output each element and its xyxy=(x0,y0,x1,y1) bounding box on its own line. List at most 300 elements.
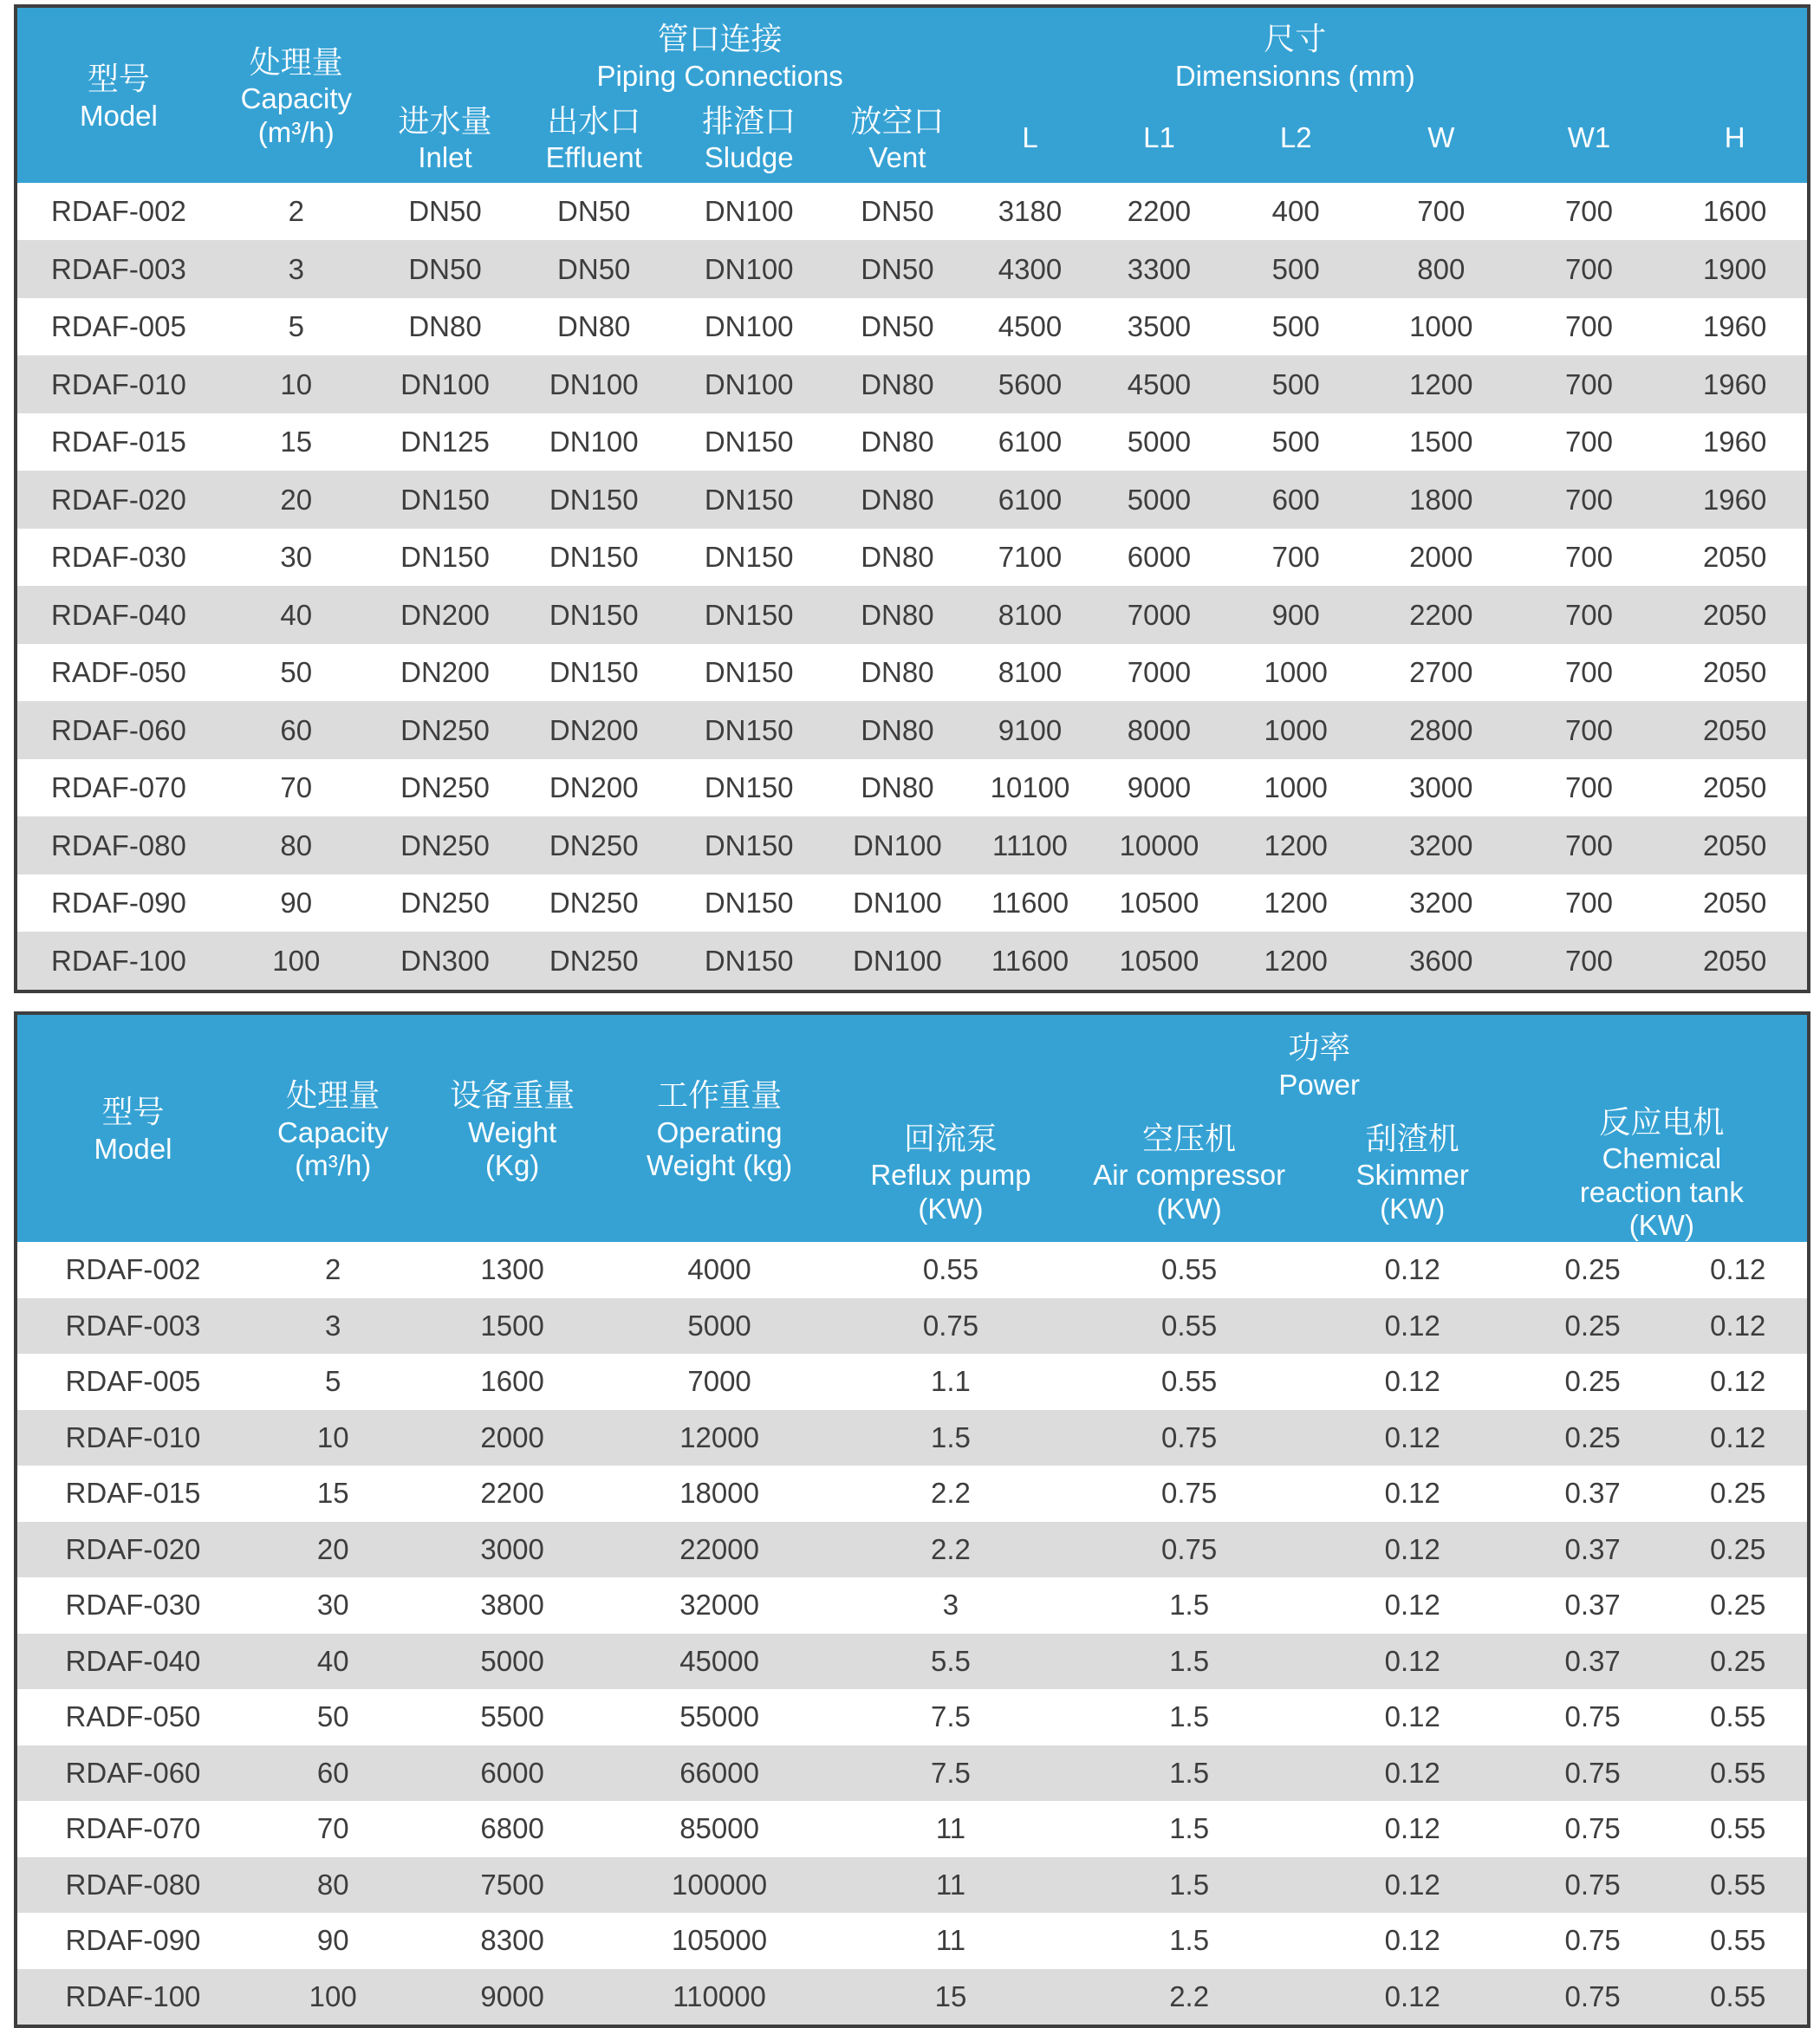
col-header-chemical-reaction-tank-en1: Chemical xyxy=(1602,1142,1722,1175)
cell: DN100 xyxy=(670,183,828,241)
cell: 2050 xyxy=(1662,759,1809,817)
cell: RDAF-010 xyxy=(16,355,220,413)
cell: 2200 xyxy=(1367,586,1516,644)
cell: 0.25 xyxy=(1517,1410,1669,1466)
cell: 0.12 xyxy=(1309,1242,1517,1298)
cell: RADF-050 xyxy=(16,1689,249,1745)
cell: 105000 xyxy=(608,1913,832,1969)
cell: DN80 xyxy=(373,298,518,356)
col-header-capacity2-en: Capacity xyxy=(277,1115,389,1148)
cell: 700 xyxy=(1516,471,1663,529)
cell: 2050 xyxy=(1662,932,1809,991)
cell: 700 xyxy=(1516,355,1663,413)
cell: 0.55 xyxy=(1669,1745,1809,1802)
table-row xyxy=(16,529,1809,587)
cell: DN150 xyxy=(670,701,828,759)
cell: 45000 xyxy=(608,1634,832,1690)
cell: 0.12 xyxy=(1669,1298,1809,1355)
cell: 4500 xyxy=(967,298,1094,356)
cell: DN150 xyxy=(517,644,670,702)
cell: 0.37 xyxy=(1517,1522,1669,1578)
cell: 0.55 xyxy=(831,1242,1069,1298)
col-header-W: W xyxy=(1367,93,1516,183)
cell: 2 xyxy=(220,183,373,241)
cell: 1600 xyxy=(1662,183,1809,241)
cell: 700 xyxy=(1516,701,1663,759)
cell: 700 xyxy=(1516,586,1663,644)
col-header-L1: L1 xyxy=(1093,93,1225,183)
cell: RDAF-080 xyxy=(16,816,220,874)
table2-header xyxy=(16,1013,1809,1242)
table-row xyxy=(16,1466,1809,1522)
col-header-reflux-pump-en: Reflux pump xyxy=(870,1159,1031,1192)
table-row xyxy=(16,1745,1809,1802)
cell: 1.5 xyxy=(1070,1913,1309,1969)
cell: 9100 xyxy=(967,701,1094,759)
cell: RDAF-090 xyxy=(16,1913,249,1969)
table-row xyxy=(16,1634,1809,1690)
cell: 6100 xyxy=(967,413,1094,471)
table-row xyxy=(16,759,1809,817)
col-header-model xyxy=(16,6,220,183)
cell: 7000 xyxy=(1093,586,1225,644)
cell: DN150 xyxy=(670,644,828,702)
cell: 0.75 xyxy=(1070,1522,1309,1578)
cell: 11600 xyxy=(967,932,1094,991)
cell: 2.2 xyxy=(831,1522,1069,1578)
cell: 3000 xyxy=(1367,759,1516,817)
cell: 3 xyxy=(249,1298,417,1355)
col-header-capacity-unit: (m³/h) xyxy=(257,115,335,148)
cell: 0.12 xyxy=(1669,1242,1809,1298)
cell: 0.12 xyxy=(1309,1969,1517,2027)
cell: 55000 xyxy=(608,1689,832,1745)
cell: 20 xyxy=(220,471,373,529)
cell: 3180 xyxy=(967,183,1094,241)
cell: 0.25 xyxy=(1669,1466,1809,1522)
cell: DN100 xyxy=(517,355,670,413)
cell: DN150 xyxy=(670,529,828,587)
cell: 0.12 xyxy=(1309,1410,1517,1466)
cell: 2800 xyxy=(1367,701,1516,759)
col-header-reflux-pump-zh: 回流泵 xyxy=(903,1120,998,1156)
cell: 11100 xyxy=(967,816,1094,874)
cell: 6800 xyxy=(417,1801,607,1857)
cell: 500 xyxy=(1225,413,1366,471)
cell: DN150 xyxy=(670,471,828,529)
cell: 7100 xyxy=(967,529,1094,587)
col-header-skimmer-en: Skimmer xyxy=(1355,1159,1469,1192)
cell: 18000 xyxy=(608,1466,832,1522)
col-header-model2-zh: 型号 xyxy=(101,1094,165,1130)
cell: 5.5 xyxy=(831,1634,1069,1690)
cell: 50 xyxy=(249,1689,417,1745)
group-header-power xyxy=(831,1013,1809,1102)
cell: 0.75 xyxy=(1517,1857,1669,1914)
cell: RDAF-070 xyxy=(16,1801,249,1857)
cell: 800 xyxy=(1367,240,1516,298)
cell: 40 xyxy=(249,1634,417,1690)
cell: RDAF-005 xyxy=(16,298,220,356)
group-header-power-zh: 功率 xyxy=(1288,1030,1351,1065)
cell: 1000 xyxy=(1367,298,1516,356)
cell: 2 xyxy=(249,1242,417,1298)
cell: 700 xyxy=(1516,529,1663,587)
cell: 2050 xyxy=(1662,586,1809,644)
cell: DN50 xyxy=(828,298,966,356)
cell: 2050 xyxy=(1662,816,1809,874)
cell: 3 xyxy=(831,1577,1069,1634)
col-header-weight xyxy=(417,1013,607,1242)
cell: 1.1 xyxy=(831,1354,1069,1410)
col-header-weight-unit: (Kg) xyxy=(484,1148,540,1181)
cell: 0.75 xyxy=(831,1298,1069,1355)
cell: RDAF-030 xyxy=(16,529,220,587)
cell: 1960 xyxy=(1662,355,1809,413)
cell: 20 xyxy=(249,1522,417,1578)
cell: RDAF-020 xyxy=(16,471,220,529)
cell: RDAF-002 xyxy=(16,183,220,241)
cell: RDAF-003 xyxy=(16,1298,249,1355)
table2-body xyxy=(16,1242,1809,2026)
cell: DN80 xyxy=(828,471,966,529)
cell: 700 xyxy=(1516,413,1663,471)
cell: DN250 xyxy=(517,932,670,991)
cell: 1500 xyxy=(417,1298,607,1355)
col-header-vent xyxy=(828,93,966,183)
cell: DN50 xyxy=(828,240,966,298)
cell: DN150 xyxy=(670,413,828,471)
cell: 66000 xyxy=(608,1745,832,1802)
table-row xyxy=(16,1298,1809,1355)
cell: 10500 xyxy=(1093,932,1225,991)
cell: DN150 xyxy=(373,471,518,529)
cell: 0.12 xyxy=(1309,1857,1517,1914)
cell: 80 xyxy=(249,1857,417,1914)
table-row xyxy=(16,816,1809,874)
table-row xyxy=(16,1857,1809,1914)
cell: 700 xyxy=(1516,183,1663,241)
cell: RDAF-015 xyxy=(16,413,220,471)
cell: 50 xyxy=(220,644,373,702)
cell: RDAF-020 xyxy=(16,1522,249,1578)
cell: 11600 xyxy=(967,874,1094,933)
cell: 80 xyxy=(220,816,373,874)
cell: 0.25 xyxy=(1517,1354,1669,1410)
cell: 1200 xyxy=(1367,355,1516,413)
cell: 0.12 xyxy=(1309,1354,1517,1410)
cell: DN100 xyxy=(670,355,828,413)
cell: DN300 xyxy=(373,932,518,991)
cell: 0.12 xyxy=(1669,1410,1809,1466)
group-header-dimensions xyxy=(967,6,1809,93)
cell: 0.25 xyxy=(1669,1577,1809,1634)
cell: DN150 xyxy=(517,586,670,644)
cell: DN150 xyxy=(373,529,518,587)
col-header-sludge xyxy=(670,93,828,183)
cell: 900 xyxy=(1225,586,1366,644)
cell: 5000 xyxy=(1093,471,1225,529)
cell: 1800 xyxy=(1367,471,1516,529)
col-header-inlet-en: Inlet xyxy=(418,141,472,174)
col-header-air-compressor-zh: 空压机 xyxy=(1142,1120,1237,1156)
cell: RDAF-100 xyxy=(16,1969,249,2027)
cell: DN100 xyxy=(828,932,966,991)
col-header-L2: L2 xyxy=(1225,93,1366,183)
col-header-effluent-zh: 出水口 xyxy=(547,102,641,139)
col-header-L: L xyxy=(967,93,1094,183)
cell: 0.75 xyxy=(1070,1410,1309,1466)
cell: 60 xyxy=(220,701,373,759)
cell: 110000 xyxy=(608,1969,832,2027)
cell: 2050 xyxy=(1662,701,1809,759)
cell: DN200 xyxy=(373,644,518,702)
cell: 11 xyxy=(831,1857,1069,1914)
col-header-weight-en: Weight xyxy=(468,1115,557,1148)
table-row xyxy=(16,355,1809,413)
cell: 3000 xyxy=(417,1522,607,1578)
cell: 0.12 xyxy=(1309,1522,1517,1578)
cell: 0.12 xyxy=(1309,1466,1517,1522)
col-header-inlet xyxy=(373,93,518,183)
cell: 1960 xyxy=(1662,298,1809,356)
col-header-air-compressor-unit: (KW) xyxy=(1156,1192,1222,1225)
table-row xyxy=(16,1577,1809,1634)
cell: 1000 xyxy=(1225,644,1366,702)
cell: RDAF-005 xyxy=(16,1354,249,1410)
cell: 1000 xyxy=(1225,759,1366,817)
cell: 0.12 xyxy=(1309,1689,1517,1745)
cell: 10500 xyxy=(1093,874,1225,933)
cell: 5000 xyxy=(417,1634,607,1690)
col-header-effluent-en: Effluent xyxy=(545,141,642,174)
cell: 1.5 xyxy=(831,1410,1069,1466)
cell: 0.25 xyxy=(1669,1634,1809,1690)
cell: 2050 xyxy=(1662,644,1809,702)
cell: 0.25 xyxy=(1517,1298,1669,1355)
cell: 90 xyxy=(249,1913,417,1969)
cell: 7.5 xyxy=(831,1745,1069,1802)
cell: 7000 xyxy=(1093,644,1225,702)
table-row xyxy=(16,240,1809,298)
table1-header xyxy=(16,6,1809,183)
table1-body xyxy=(16,183,1809,991)
cell: 15 xyxy=(220,413,373,471)
group-header-piping-zh: 管口连接 xyxy=(657,21,783,56)
group-header-dimensions-en: Dimensionns (mm) xyxy=(1174,59,1415,92)
cell: 1300 xyxy=(417,1242,607,1298)
cell: DN250 xyxy=(373,759,518,817)
group-header-dimensions-zh: 尺寸 xyxy=(1264,21,1327,56)
cell: 5000 xyxy=(608,1298,832,1355)
cell: DN80 xyxy=(828,529,966,587)
cell: 0.55 xyxy=(1669,1913,1809,1969)
cell: 2050 xyxy=(1662,874,1809,933)
cell: 15 xyxy=(249,1466,417,1522)
cell: 0.75 xyxy=(1517,1969,1669,2027)
cell: 1.5 xyxy=(1070,1745,1309,1802)
cell: 30 xyxy=(220,529,373,587)
cell: 2000 xyxy=(417,1410,607,1466)
cell: 0.55 xyxy=(1070,1242,1309,1298)
cell: 0.25 xyxy=(1669,1522,1809,1578)
cell: DN150 xyxy=(670,759,828,817)
cell: DN80 xyxy=(828,586,966,644)
cell: 11 xyxy=(831,1913,1069,1969)
col-header-chemical-reaction-tank xyxy=(1517,1102,1809,1242)
cell: 400 xyxy=(1225,183,1366,241)
col-header-model-en: Model xyxy=(79,99,158,132)
col-header-operating-weight xyxy=(608,1013,832,1242)
cell: 85000 xyxy=(608,1801,832,1857)
cell: 0.37 xyxy=(1517,1577,1669,1634)
col-header-sludge-en: Sludge xyxy=(704,141,794,174)
cell: 0.37 xyxy=(1517,1466,1669,1522)
cell: 500 xyxy=(1225,355,1366,413)
cell: 3600 xyxy=(1367,932,1516,991)
spec-table-weight-power xyxy=(14,1011,1810,2028)
col-header-capacity2 xyxy=(249,1013,417,1242)
cell: 2.2 xyxy=(1070,1969,1309,2027)
cell: 1960 xyxy=(1662,413,1809,471)
cell: 0.12 xyxy=(1669,1354,1809,1410)
cell: 0.75 xyxy=(1517,1745,1669,1802)
cell: 700 xyxy=(1516,932,1663,991)
cell: DN200 xyxy=(517,759,670,817)
cell: RDAF-040 xyxy=(16,586,220,644)
cell: 10000 xyxy=(1093,816,1225,874)
cell: 7000 xyxy=(608,1354,832,1410)
col-header-model-zh: 型号 xyxy=(87,61,150,96)
cell: DN50 xyxy=(517,240,670,298)
cell: 1500 xyxy=(1367,413,1516,471)
cell: 22000 xyxy=(608,1522,832,1578)
cell: 10100 xyxy=(967,759,1094,817)
cell: 100 xyxy=(249,1969,417,2027)
cell: RDAF-100 xyxy=(16,932,220,991)
cell: 90 xyxy=(220,874,373,933)
cell: 70 xyxy=(249,1801,417,1857)
cell: RADF-050 xyxy=(16,644,220,702)
cell: 700 xyxy=(1225,529,1366,587)
cell: 1200 xyxy=(1225,874,1366,933)
cell: DN100 xyxy=(517,413,670,471)
cell: DN250 xyxy=(373,701,518,759)
cell: DN80 xyxy=(828,413,966,471)
col-header-vent-zh: 放空口 xyxy=(850,102,945,139)
col-header-sludge-zh: 排渣口 xyxy=(702,102,796,139)
cell: 9000 xyxy=(417,1969,607,2027)
cell: 5 xyxy=(220,298,373,356)
cell: 5500 xyxy=(417,1689,607,1745)
col-header-weight-zh: 设备重量 xyxy=(450,1077,575,1114)
cell: 7500 xyxy=(417,1857,607,1914)
cell: 32000 xyxy=(608,1577,832,1634)
col-header-air-compressor-en: Air compressor xyxy=(1093,1159,1286,1192)
col-header-inlet-zh: 进水量 xyxy=(398,102,492,139)
cell: 700 xyxy=(1516,240,1663,298)
cell: DN250 xyxy=(517,816,670,874)
cell: 10 xyxy=(220,355,373,413)
cell: 4000 xyxy=(608,1242,832,1298)
cell: 1.5 xyxy=(1070,1801,1309,1857)
cell: DN250 xyxy=(517,874,670,933)
col-header-skimmer-unit: (KW) xyxy=(1380,1192,1446,1225)
cell: 3200 xyxy=(1367,874,1516,933)
col-header-model2-en: Model xyxy=(94,1132,172,1165)
cell: 0.55 xyxy=(1669,1969,1809,2027)
cell: 6000 xyxy=(417,1745,607,1802)
table-row xyxy=(16,183,1809,241)
cell: 3300 xyxy=(1093,240,1225,298)
cell: 1960 xyxy=(1662,471,1809,529)
cell: 3 xyxy=(220,240,373,298)
col-header-capacity-en: Capacity xyxy=(240,82,352,115)
table-row xyxy=(16,413,1809,471)
cell: 2000 xyxy=(1367,529,1516,587)
cell: RDAF-060 xyxy=(16,701,220,759)
table-row xyxy=(16,932,1809,991)
col-header-effluent xyxy=(517,93,670,183)
cell: DN80 xyxy=(828,759,966,817)
cell: 10 xyxy=(249,1410,417,1466)
cell: 0.55 xyxy=(1669,1857,1809,1914)
cell: 4500 xyxy=(1093,355,1225,413)
cell: 0.12 xyxy=(1309,1801,1517,1857)
cell: 3200 xyxy=(1367,816,1516,874)
cell: DN100 xyxy=(373,355,518,413)
cell: 700 xyxy=(1516,874,1663,933)
cell: DN200 xyxy=(517,701,670,759)
cell: 700 xyxy=(1516,298,1663,356)
cell: 0.75 xyxy=(1517,1689,1669,1745)
col-header-reflux-pump xyxy=(831,1102,1069,1242)
table-row xyxy=(16,644,1809,702)
col-header-vent-en: Vent xyxy=(868,141,926,174)
spec-table-piping-dimensions xyxy=(14,4,1810,993)
cell: 700 xyxy=(1516,816,1663,874)
cell: DN50 xyxy=(373,183,518,241)
cell: 5 xyxy=(249,1354,417,1410)
cell: 0.55 xyxy=(1669,1801,1809,1857)
table-row xyxy=(16,1689,1809,1745)
cell: 0.75 xyxy=(1070,1466,1309,1522)
cell: 8100 xyxy=(967,644,1094,702)
cell: 0.12 xyxy=(1309,1745,1517,1802)
cell: 9000 xyxy=(1093,759,1225,817)
col-header-chemical-reaction-tank-en2: reaction tank xyxy=(1579,1175,1744,1208)
cell: 12000 xyxy=(608,1410,832,1466)
cell: 30 xyxy=(249,1577,417,1634)
cell: RDAF-040 xyxy=(16,1634,249,1690)
col-header-skimmer-zh: 刮渣机 xyxy=(1365,1120,1459,1156)
cell: 500 xyxy=(1225,298,1366,356)
cell: 0.25 xyxy=(1517,1242,1669,1298)
cell: RDAF-002 xyxy=(16,1242,249,1298)
cell: 70 xyxy=(220,759,373,817)
cell: 0.55 xyxy=(1070,1354,1309,1410)
cell: DN80 xyxy=(517,298,670,356)
cell: DN150 xyxy=(517,529,670,587)
cell: 100000 xyxy=(608,1857,832,1914)
cell: 0.12 xyxy=(1309,1913,1517,1969)
cell: 1.5 xyxy=(1070,1689,1309,1745)
cell: 5600 xyxy=(967,355,1094,413)
cell: DN250 xyxy=(373,816,518,874)
cell: 40 xyxy=(220,586,373,644)
cell: 8100 xyxy=(967,586,1094,644)
col-header-skimmer xyxy=(1309,1102,1517,1242)
